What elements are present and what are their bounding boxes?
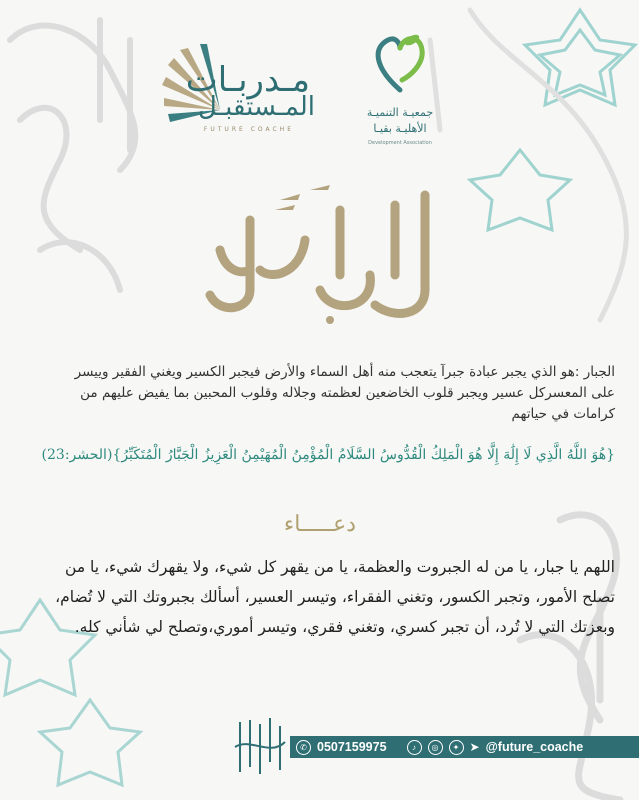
future-coache-logo <box>160 30 330 140</box>
tiktok-icon[interactable]: ♪ <box>407 740 422 755</box>
dua-text: اللهم يا جبار، يا من له الجبروت والعظمة، يا من يقهر كل شيء، ولا يقهرك شيء، يا من تصلح الأمور، وتجبر الكسور، وتغني الفقراء، وتيسر العسير، أسألك بجبروتك التي لا تُضام، وبعزتك التي لا تُرد، أن تجبر كسري، وتغني فقري، وتيسر أموري،وتصلح لي شأني كله. <box>55 558 615 636</box>
dua-title-text: دعـــــاء <box>283 512 357 537</box>
association-line1: جمعيـة التنميـة <box>366 106 434 119</box>
social-handle[interactable]: @future_coache <box>485 740 584 754</box>
future-coache-line2: المـستقبـل <box>197 92 315 122</box>
calligraphy-art <box>180 180 460 330</box>
calligraphy-seal-icon <box>230 712 290 782</box>
main-title-calligraphy <box>180 180 460 330</box>
association-line2: الأهليـة بقيـا <box>373 122 427 135</box>
instagram-icon[interactable]: ◎ <box>428 740 443 755</box>
intro-text: الجبار :هو الذي يجبر عبادة جبرآ يتعجب منه أهل السماء والأرض فيجبر الكسير ويغني الفقير وييسر على المعسركل عسير ويجبر قلوب الخاضعين لعظمته وجلاله وقلوب المحبين بما يفيض عليهم من كرامات في حياتهم <box>74 364 615 422</box>
footer-contact <box>296 736 636 758</box>
whatsapp-icon[interactable]: ✆ <box>296 740 311 755</box>
association-tagline: Development Association <box>368 140 432 146</box>
future-coache-line1: مـدربـات <box>185 60 310 100</box>
future-coache-tagline: FUTURE COACHE <box>203 126 294 133</box>
telegram-icon[interactable]: ➤ <box>469 740 480 754</box>
twitter-icon[interactable]: ✦ <box>449 740 464 755</box>
dua-heading <box>0 512 639 544</box>
quran-verse: {هُوَ اللَّهُ الَّذِي لَا إِلَٰهَ إِلَّا هُوَ الْمَلِكُ الْقُدُّوسُ السَّلَامُ الْمُؤْمِنُ الْمُهَيْمِنُ الْعَزِيزُ الْجَبَّارُ الْمُتَكَبِّرُ}(الحشر:23) <box>41 447 615 463</box>
heart-leaf-icon <box>370 28 430 98</box>
association-logo <box>345 28 455 146</box>
phone-number[interactable]: 0507159975 <box>317 740 387 754</box>
